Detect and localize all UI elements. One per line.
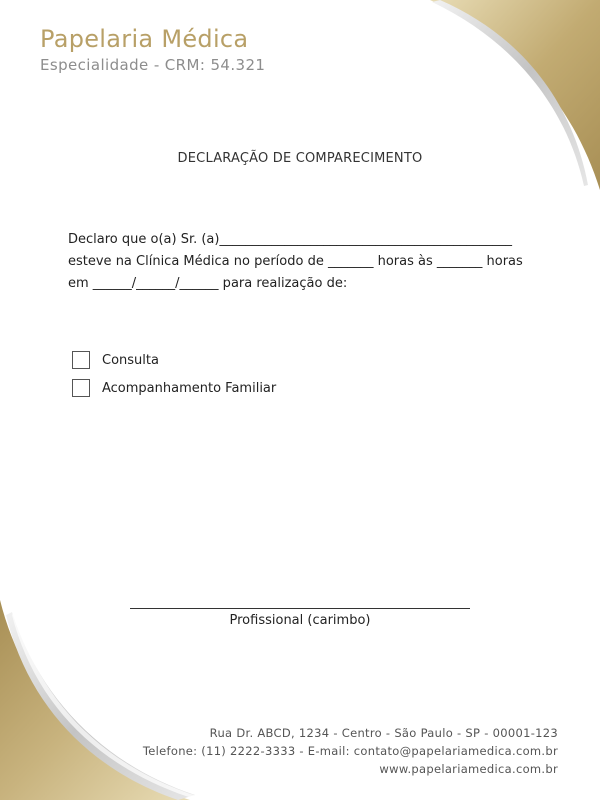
checkbox-acompanhamento[interactable] [72,379,90,397]
purpose-options [72,346,276,402]
option-acompanhamento[interactable] [72,374,276,402]
letterhead-brand [40,24,265,76]
letterhead-footer [143,724,558,778]
option-label: Acompanhamento Familiar [102,380,277,396]
brand-specialty: Especialidade - CRM: 54.321 [40,56,266,74]
footer-website: www.papelariamedica.com.br [379,762,558,776]
brand-name: Papelaria Médica [40,25,249,53]
footer-address: Rua Dr. ABCD, 1234 - Centro - São Paulo - SP - 00001-123 [209,726,558,740]
declaration-line-3: em ______/______/______ para realização de: [68,276,348,291]
signature-label: Profissional (carimbo) [229,613,371,628]
option-label: Consulta [102,352,159,368]
option-consulta[interactable] [72,346,276,374]
checkbox-consulta[interactable] [72,351,90,369]
footer-contact: Telefone: (11) 2222-3333 - E-mail: contato@papelariamedica.com.br [142,744,558,758]
signature-line [130,608,470,609]
declaration-line-2: esteve na Clínica Médica no período de _______ horas às _______ horas [68,254,523,269]
document-title: DECLARAÇÃO DE COMPARECIMENTO [177,151,423,166]
declaration-line-1: Declaro que o(a) Sr. (a)_____________________________________________ [68,232,512,247]
declaration-text [68,229,538,295]
